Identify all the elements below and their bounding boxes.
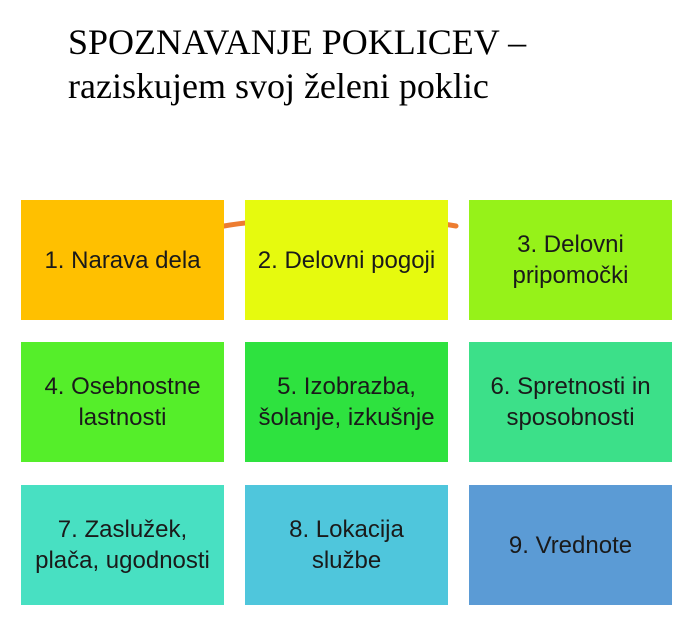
box-8: [245, 485, 448, 605]
box-8-label: 8. Lokacija službe: [289, 516, 404, 574]
title-line-1: SPOZNAVANJE POKLICEV –: [68, 22, 527, 62]
box-9: [469, 485, 672, 605]
box-7: [21, 485, 224, 605]
box-4-label: 4. Osebnostne lastnosti: [44, 373, 201, 431]
box-4: [21, 342, 224, 462]
box-2: [245, 200, 448, 320]
box-7-label: 7. Zaslužek, plača, ugodnosti: [35, 516, 210, 574]
box-3-label: 3. Delovni pripomočki: [512, 231, 629, 289]
box-9-label: 9. Vrednote: [508, 531, 633, 559]
box-1-label: 1. Narava dela: [44, 246, 201, 274]
box-1: [21, 200, 224, 320]
box-2-label: 2. Delovni pogoji: [257, 246, 436, 274]
box-3: [469, 200, 672, 320]
box-6-label: 6. Spretnosti in sposobnosti: [490, 373, 651, 431]
box-5: [245, 342, 448, 462]
box-6: [469, 342, 672, 462]
box-5-label: 5. Izobrazba, šolanje, izkušnje: [258, 373, 435, 431]
slide-title: [68, 20, 668, 108]
title-line-2: raziskujem svoj želeni poklic: [68, 66, 489, 106]
